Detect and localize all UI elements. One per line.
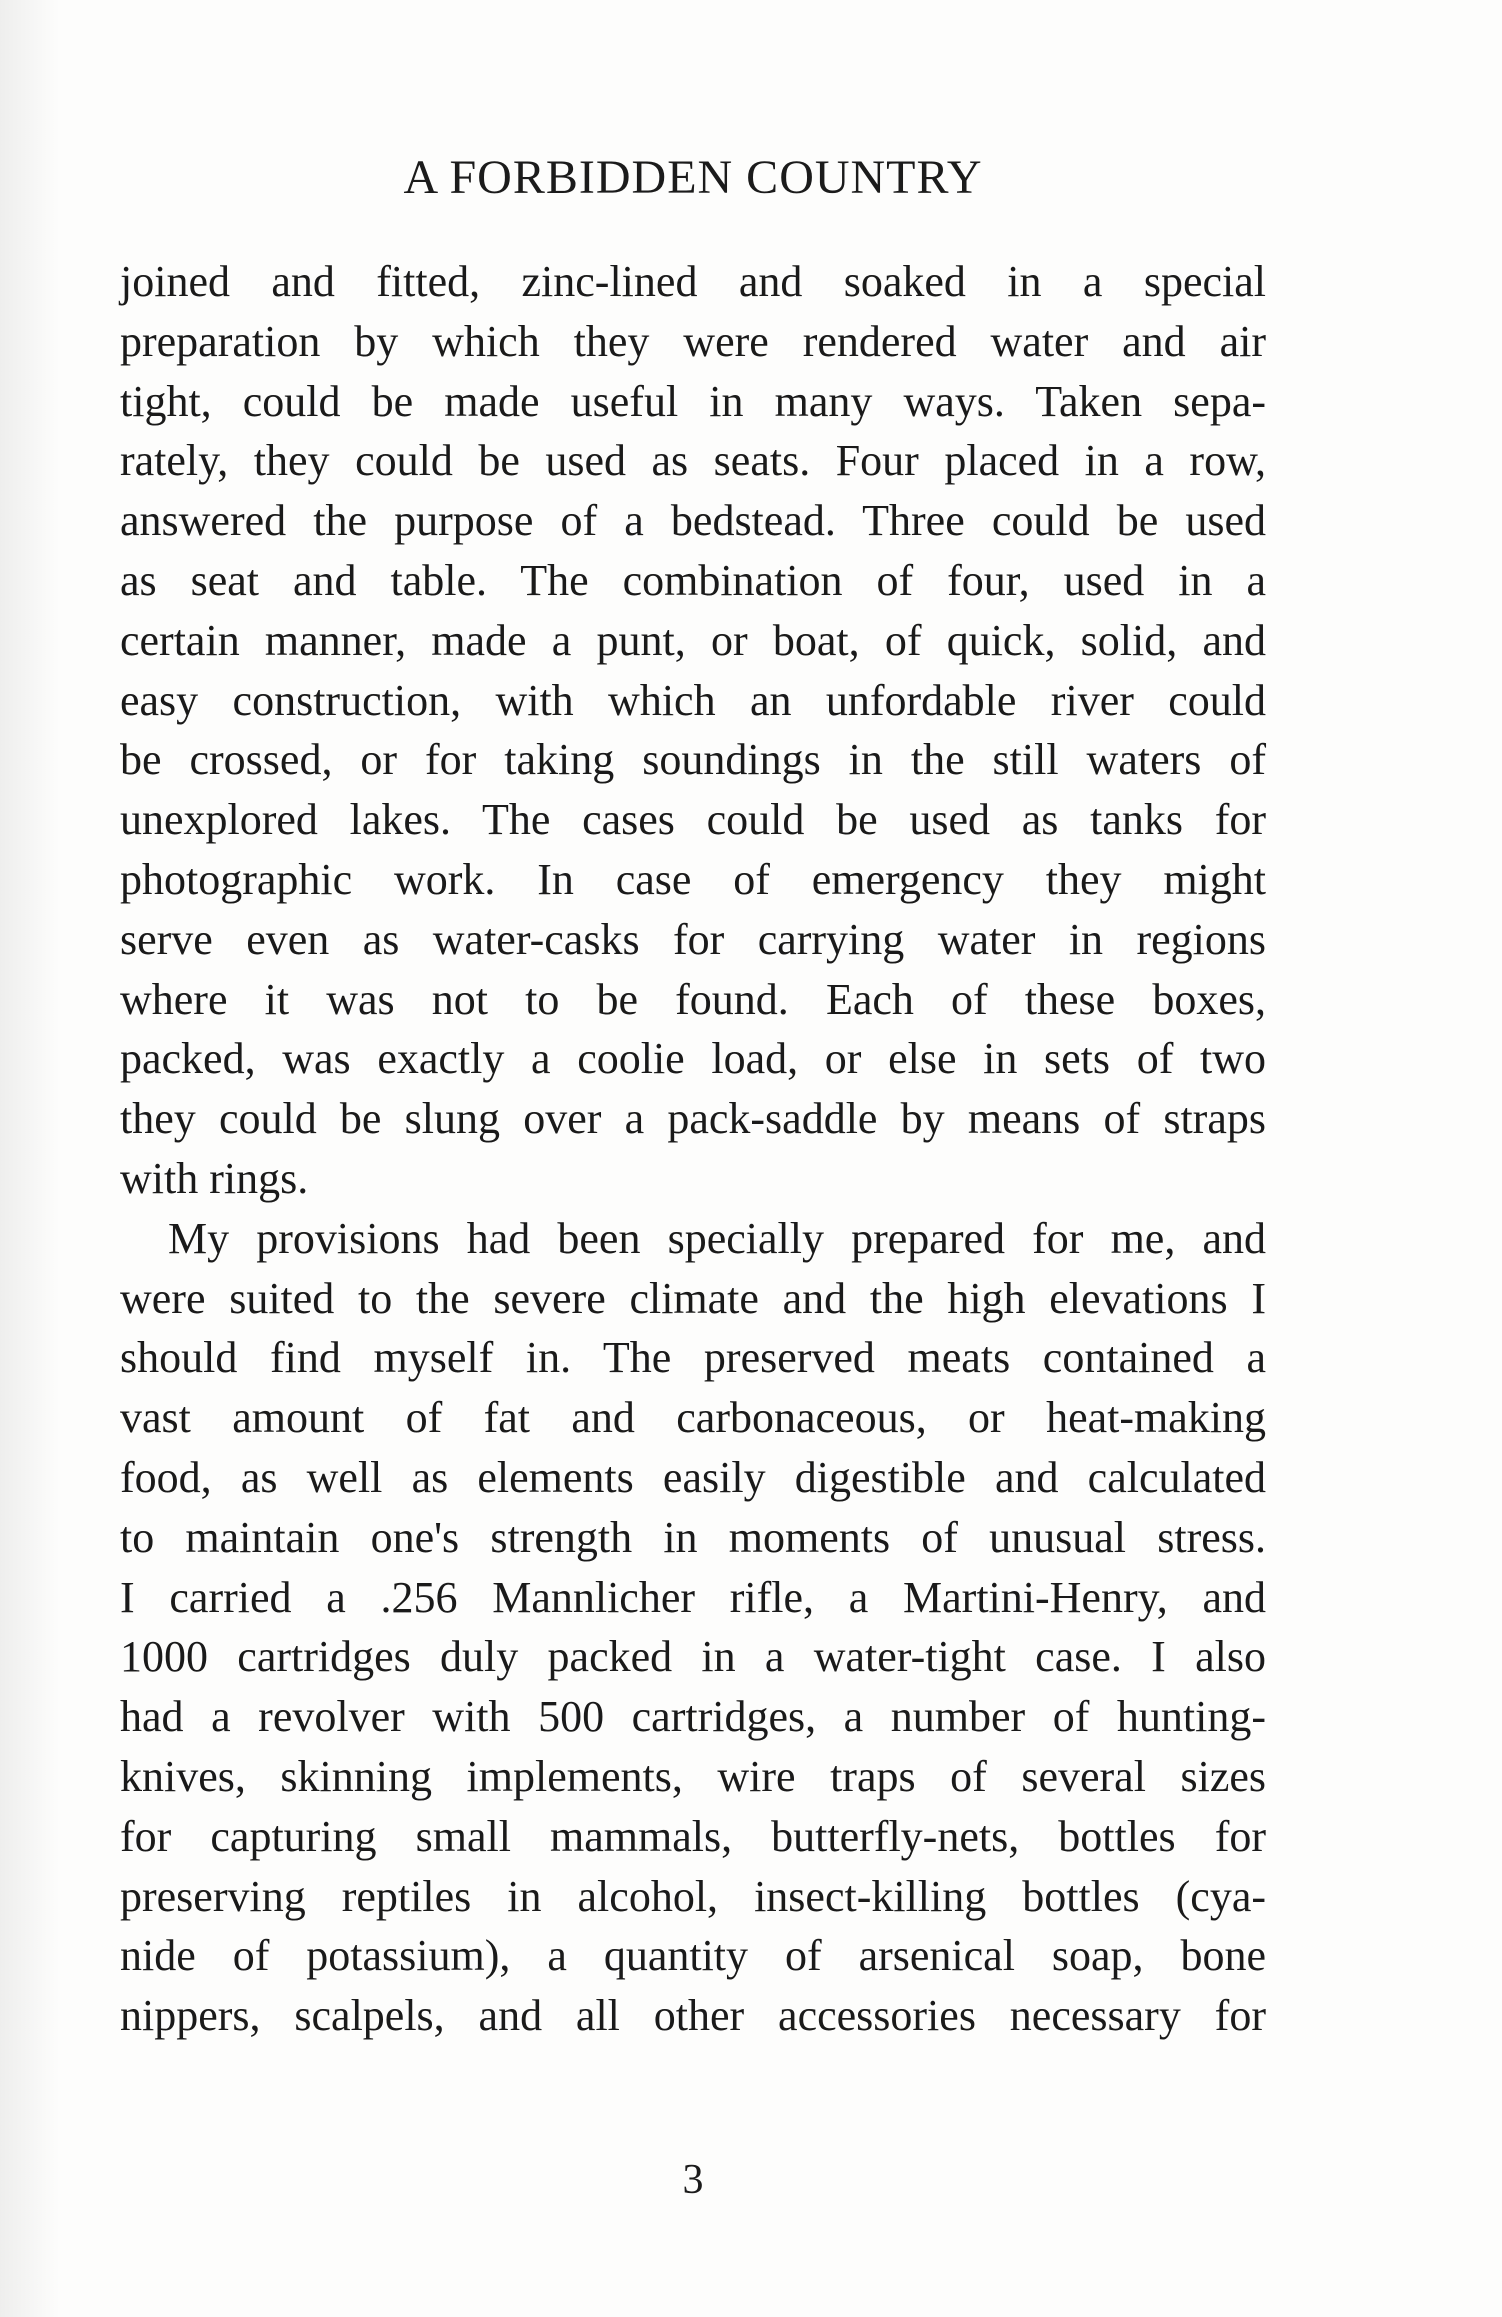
running-head: A FORBIDDEN COUNTRY [403, 151, 983, 204]
text-line: 1000 cartridges duly packed in a water-tight case. I also [120, 1632, 1266, 1682]
text-line: should find myself in. The preserved meats contained a [120, 1333, 1266, 1383]
text-line: had a revolver with 500 cartridges, a number of hunting- [120, 1692, 1266, 1742]
text-line: preserving reptiles in alcohol, insect-killing bottles (cya- [120, 1871, 1266, 1921]
gutter-shadow [0, 0, 60, 2317]
text-line: photographic work. In case of emergency they might [120, 854, 1266, 904]
text-line: as seat and table. The combination of four, used in a [120, 555, 1266, 605]
text-line: My provisions had been specially prepared for me, and [168, 1213, 1266, 1263]
text-line: knives, skinning implements, wire traps of several sizes [120, 1751, 1266, 1801]
text-line: joined and fitted, zinc-lined and soaked in a special [120, 257, 1266, 306]
text-line: were suited to the severe climate and the high elevations I [120, 1273, 1266, 1323]
text-line: easy construction, with which an unfordable river could [120, 675, 1266, 725]
body-text [120, 252, 1266, 2046]
text-line: with rings. [120, 1153, 309, 1203]
text-line: certain manner, made a punt, or boat, of quick, solid, and [120, 615, 1266, 665]
text-line: to maintain one's strength in moments of unusual stress. [120, 1512, 1266, 1562]
text-line: packed, was exactly a coolie load, or else in sets of two [120, 1034, 1266, 1084]
text-line: nide of potassium), a quantity of arsenical soap, bone [120, 1931, 1266, 1981]
text-line: preparation by which they were rendered water and air [120, 316, 1266, 366]
page-number: 3 [682, 2157, 704, 2203]
text-line: answered the purpose of a bedstead. Three could be used [120, 496, 1266, 546]
text-line: for capturing small mammals, butterfly-nets, bottles for [120, 1811, 1266, 1861]
text-line: tight, could be made useful in many ways. Taken sepa- [120, 376, 1266, 426]
text-line: unexplored lakes. The cases could be used as tanks for [120, 795, 1266, 845]
text-line: be crossed, or for taking soundings in the still waters of [120, 735, 1266, 785]
text-line: food, as well as elements easily digestible and calculated [120, 1452, 1266, 1502]
text-line: serve even as water-casks for carrying water in regions [120, 914, 1266, 964]
text-line: nippers, scalpels, and all other accessories necessary for [120, 1991, 1266, 2041]
text-line: where it was not to be found. Each of these boxes, [120, 974, 1266, 1024]
text-line: vast amount of fat and carbonaceous, or heat-making [120, 1393, 1266, 1443]
text-line: rately, they could be used as seats. Four placed in a row, [120, 436, 1266, 486]
text-line: I carried a .256 Mannlicher rifle, a Martini-Henry, and [120, 1572, 1266, 1622]
text-line: they could be slung over a pack-saddle by means of straps [120, 1094, 1266, 1144]
